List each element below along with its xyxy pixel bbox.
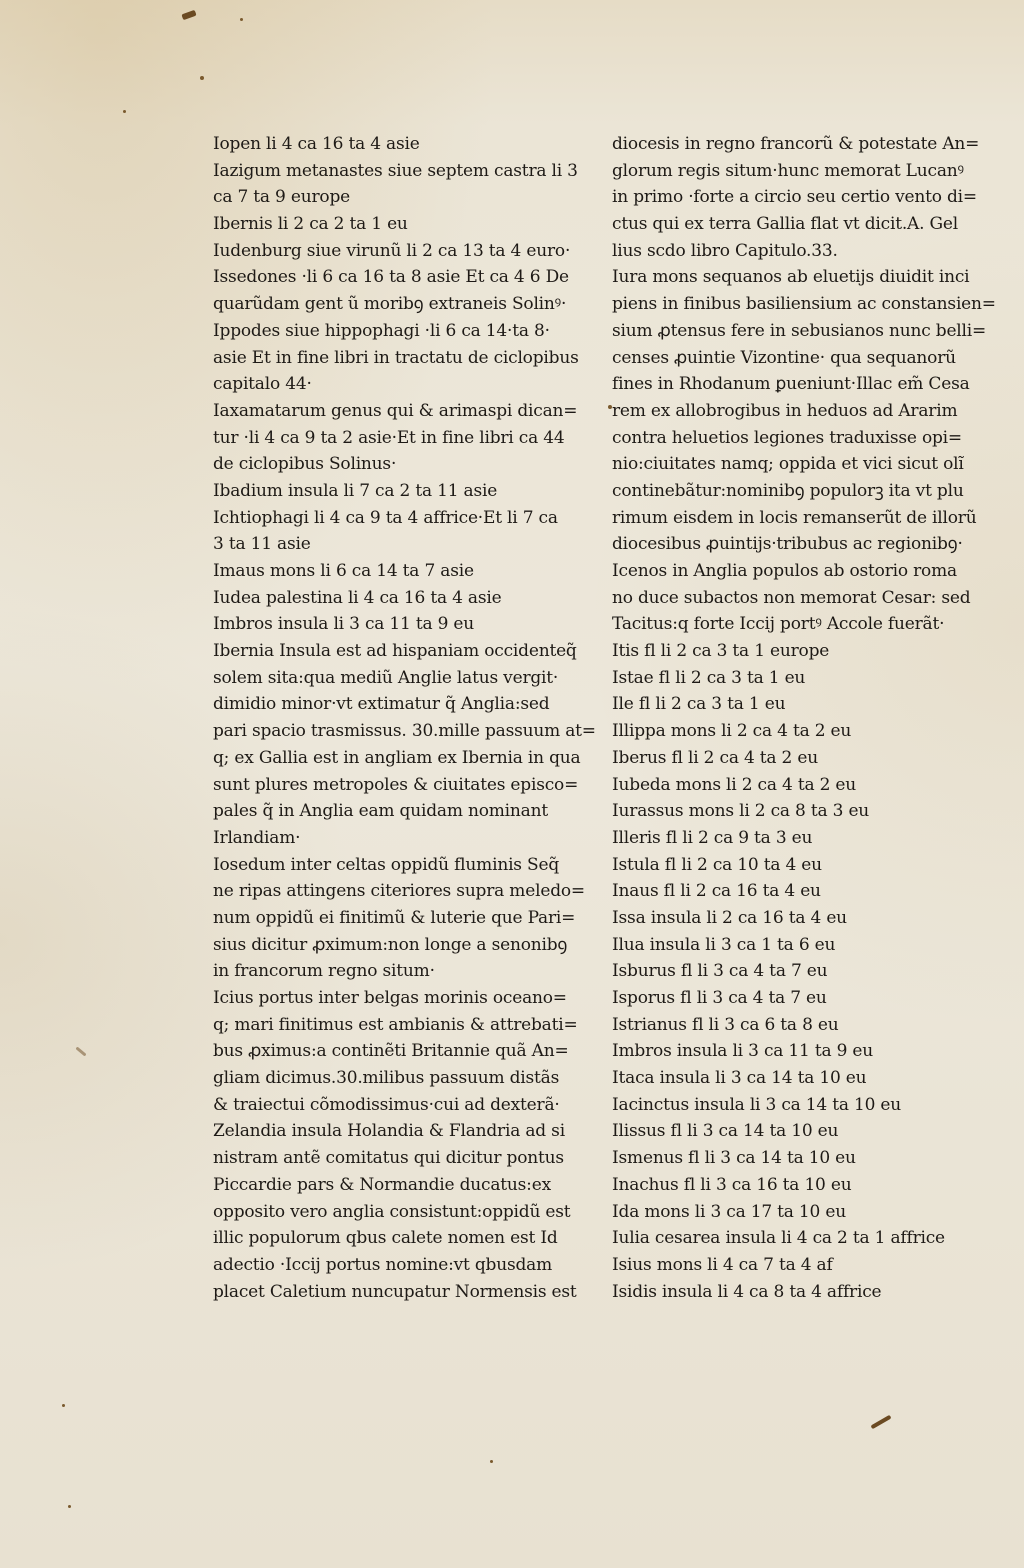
foxing-spot [62,1404,65,1407]
text-line: Iosedum inter celtas oppidũ fluminis Seq̃ [213,854,560,875]
text-line: solem sita:qua mediũ Anglie latus vergit· [213,667,559,688]
text-line: Ibernis li 2 ca 2 ta 1 eu [213,214,408,235]
text-line: sius dicitur ꝓximum:non longe a senonibꝯ [213,934,568,955]
text-line: sunt plures metropoles & ciuitates episco= [213,774,579,795]
text-line: illic populorum qbus calete nomen est Id [213,1228,558,1249]
text-line: ctus qui ex terra Gallia flat vt dicit.A. Gel [612,214,959,235]
text-line: Ippodes siue hippophagi ·li 6 ca 14·ta 8· [213,320,550,341]
text-line: 3 ta 11 asie [213,534,311,555]
text-line: Icius portus inter belgas morinis oceano= [213,988,567,1008]
text-line: Istula fl li 2 ca 10 ta 4 eu [612,854,822,875]
text-line: Issedones ·li 6 ca 16 ta 8 asie Et ca 4 6 De [213,267,569,288]
text-line: Ilissus fl li 3 ca 14 ta 10 eu [612,1121,839,1142]
text-line: diocesis in regno francorũ & potestate An= [612,134,980,154]
left-column [213,131,596,1305]
text-line: Ida mons li 3 ca 17 ta 10 eu [612,1201,846,1222]
text-line: Iudea palestina li 4 ca 16 ta 4 asie [213,587,502,608]
text-line: num oppidũ ei finitimũ & luterie que Pari= [213,907,576,928]
foxing-spot [68,1505,71,1508]
text-line: Isius mons li 4 ca 7 ta 4 af [612,1254,833,1275]
text-line: diocesibus ꝓuintijs·tribubus ac regionibꝯ· [612,534,963,555]
text-line: Iberus fl li 2 ca 4 ta 2 eu [612,747,818,768]
foxing-spot [240,18,243,21]
text-line: q; mari finitimus est ambianis & attrebati= [213,1014,578,1035]
text-line: Istae fl li 2 ca 3 ta 1 eu [612,667,806,688]
text-line: piens in finibus basiliensium ac constansien= [612,294,996,315]
text-line: Inachus fl li 3 ca 16 ta 10 eu [612,1174,852,1195]
text-line: Iura mons sequanos ab eluetijs diuidit inci [612,267,970,288]
text-line: Isburus fl li 3 ca 4 ta 7 eu [612,961,828,982]
text-line: Itaca insula li 3 ca 14 ta 10 eu [612,1068,867,1089]
text-line: quarũdam gent ũ moribꝯ extraneis Solinꝰ· [213,294,567,315]
ink-stain [870,1415,891,1429]
text-line: Istrianus fl li 3 ca 6 ta 8 eu [612,1014,839,1035]
text-line: & traiectui cõmodissimus·cui ad dexterã· [213,1094,560,1115]
text-line: pari spacio trasmissus. 30.mille passuum at= [213,721,596,742]
text-line: bus ꝓximus:a continẽti Britannie quã An= [213,1041,569,1062]
text-line: no duce subactos non memorat Cesar: sed [612,587,971,608]
text-line: in francorum regno situm· [213,961,435,982]
text-line: in primo ·forte a circio seu certio vento di= [612,187,977,208]
text-line: de ciclopibus Solinus· [213,454,397,475]
text-line: nistram antẽ comitatus qui dicitur pontus [213,1148,564,1169]
text-line: Inaus fl li 2 ca 16 ta 4 eu [612,881,821,902]
text-line: Iulia cesarea insula li 4 ca 2 ta 1 affrice [612,1228,945,1249]
text-line: placet Caletium nuncupatur Normensis est [213,1281,577,1302]
text-line: Ilua insula li 3 ca 1 ta 6 eu [612,934,836,955]
text-line: fines in Rhodanum ꝑueniunt·Illac em̃ Cesa [612,374,970,395]
text-line: rimum eisdem in locis remanserũt de illorũ [612,507,977,528]
text-line: lius scdo libro Capitulo.33. [612,240,838,261]
text-line: sium ꝓtensus fere in sebusianos nunc belli= [612,320,987,341]
text-line: Isporus fl li 3 ca 4 ta 7 eu [612,988,827,1008]
foxing-spot [200,76,204,80]
text-line: Isidis insula li 4 ca 8 ta 4 affrice [612,1281,882,1302]
text-line: Iurassus mons li 2 ca 8 ta 3 eu [612,801,870,822]
text-line: Ibernia Insula est ad hispaniam occidenteq̃ [213,641,577,662]
text-line: Iaxamatarum genus qui & arimaspi dican= [213,400,578,421]
text-line: Illeris fl li 2 ca 9 ta 3 eu [612,827,813,848]
text-line: Ichtiophagi li 4 ca 9 ta 4 affrice·Et li 7 ca [213,507,558,528]
text-line: censes ꝓuintie Vizontine· qua sequanorũ [612,347,956,368]
text-line: Imaus mons li 6 ca 14 ta 7 asie [213,561,474,581]
text-line: Ile fl li 2 ca 3 ta 1 eu [612,694,786,715]
right-column [612,131,996,1305]
text-line: Illippa mons li 2 ca 4 ta 2 eu [612,721,852,742]
text-line: Ismenus fl li 3 ca 14 ta 10 eu [612,1148,856,1169]
text-line: glorum regis situm·hunc memorat Lucanꝰ [612,160,964,181]
text-line: Imbros insula li 3 ca 11 ta 9 eu [612,1041,874,1062]
text-line: asie Et in fine libri in tractatu de ciclopibus [213,347,579,368]
text-line: Issa insula li 2 ca 16 ta 4 eu [612,907,847,928]
text-line: opposito vero anglia consistunt:oppidũ est [213,1201,571,1222]
text-line: pales q̃ in Anglia eam quidam nominant [213,801,548,822]
text-line: Iubeda mons li 2 ca 4 ta 2 eu [612,774,857,795]
text-line: rem ex allobrogibus in heduos ad Ararim [612,400,958,421]
foxing-spot [123,110,126,113]
text-line: Ibadium insula li 7 ca 2 ta 11 asie [213,480,498,501]
text-line: Zelandia insula Holandia & Flandria ad si [213,1121,565,1142]
text-line: contra heluetios legiones traduxisse opi= [612,427,962,448]
text-line: Iacinctus insula li 3 ca 14 ta 10 eu [612,1094,902,1115]
text-line: adectio ·Iccij portus nomine:vt qbusdam [213,1254,553,1275]
ink-stain [181,10,196,20]
text-line: Imbros insula li 3 ca 11 ta 9 eu [213,614,475,635]
text-line: capitalo 44· [213,374,312,395]
text-line: Iazigum metanastes siue septem castra li 3 [213,160,578,181]
text-line: ne ripas attingens citeriores supra meledo= [213,881,585,902]
text-line: Piccardie pars & Normandie ducatus:ex [213,1174,551,1195]
text-line: continebãtur:nominibꝯ populorꝫ ita vt plu [612,480,964,501]
foxing-spot [490,1460,493,1463]
text-line: Irlandiam· [213,827,301,848]
text-line: Icenos in Anglia populos ab ostorio roma [612,561,957,581]
text-line: gliam dicimus.30.milibus passuum distãs [213,1068,560,1089]
ink-stain [75,1046,86,1056]
text-line: Iopen li 4 ca 16 ta 4 asie [213,134,420,154]
text-line: ca 7 ta 9 europe [213,187,350,208]
text-line: q; ex Gallia est in angliam ex Ibernia in qua [213,747,581,768]
text-line: nio:ciuitates namq; oppida et vici sicut olĩ [612,454,964,475]
text-line: Tacitus:q forte Iccij portꝰ Accole fuerãt· [612,614,945,635]
text-line: tur ·li 4 ca 9 ta 2 asie·Et in fine libri ca 44 [213,427,565,448]
text-line: dimidio minor·vt extimatur q̃ Anglia:sed [213,694,550,715]
text-line: Itis fl li 2 ca 3 ta 1 europe [612,641,830,662]
text-line: Iudenburg siue virunũ li 2 ca 13 ta 4 euro· [213,240,571,261]
